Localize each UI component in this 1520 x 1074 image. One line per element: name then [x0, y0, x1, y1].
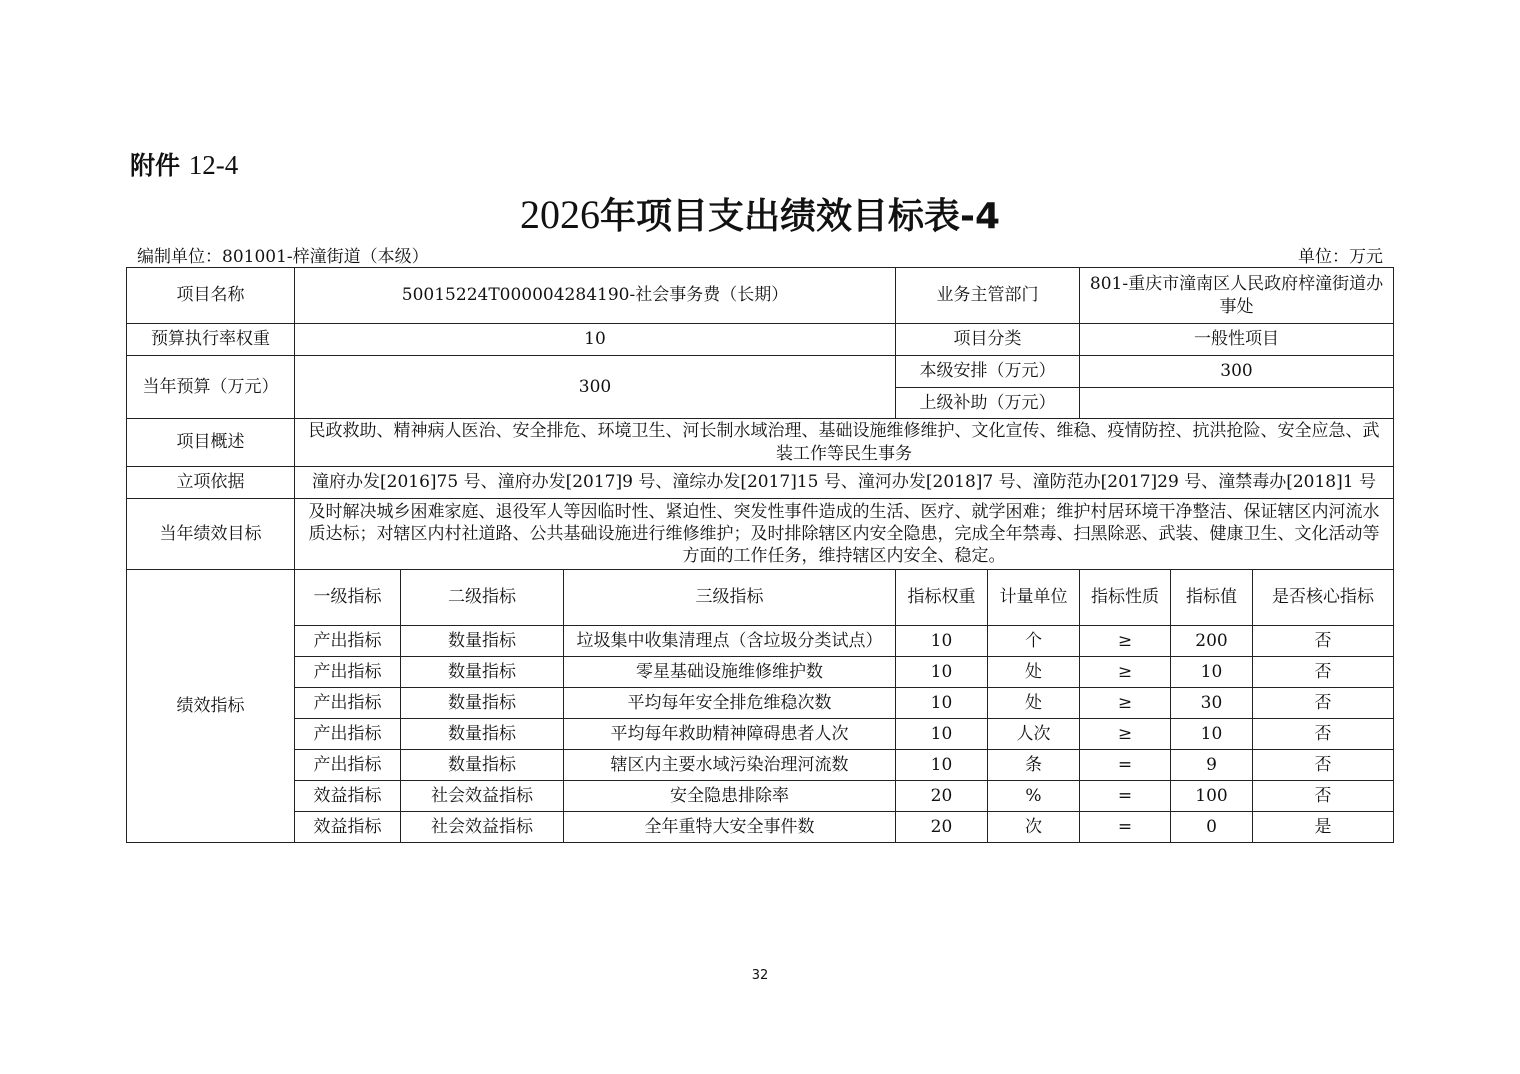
row-overview	[127, 419, 1394, 467]
cell-level2: 数量指标	[401, 626, 564, 657]
dept-value: 801-重庆市潼南区人民政府梓潼街道办事处	[1080, 268, 1394, 324]
table-row	[127, 657, 1394, 688]
indicator-header-row	[127, 570, 1394, 626]
cell-unit: 人次	[988, 719, 1080, 750]
indicators-section-label: 绩效指标	[127, 570, 295, 843]
attachment-number: 12-4	[188, 150, 239, 180]
row-budget	[127, 356, 1394, 388]
cell-level1: 产出指标	[295, 657, 401, 688]
cell-level3: 安全隐患排除率	[564, 781, 896, 812]
cell-unit: 处	[988, 688, 1080, 719]
budget-value: 300	[295, 356, 896, 419]
upper-label: 上级补助（万元）	[896, 388, 1080, 419]
basis-text: 潼府办发[2016]75 号、潼府办发[2017]9 号、潼综办发[2017]15 号、潼河办发[2018]7 号、潼防范办[2017]29 号、潼禁毒办[2018]1 号	[295, 467, 1394, 499]
cell-level3: 全年重特大安全事件数	[564, 812, 896, 843]
cell-level1: 产出指标	[295, 750, 401, 781]
header-value: 指标值	[1171, 570, 1253, 626]
local-label: 本级安排（万元）	[896, 356, 1080, 388]
table-row	[127, 750, 1394, 781]
cell-unit: %	[988, 781, 1080, 812]
attachment-label	[130, 146, 238, 182]
upper-value	[1080, 388, 1394, 419]
table-row	[127, 626, 1394, 657]
table-row	[127, 781, 1394, 812]
cell-level2: 社会效益指标	[401, 812, 564, 843]
cell-level3: 辖区内主要水域污染治理河流数	[564, 750, 896, 781]
cell-level2: 数量指标	[401, 719, 564, 750]
cell-nature: ≥	[1080, 657, 1171, 688]
page-number: 32	[751, 968, 769, 983]
table-row	[127, 719, 1394, 750]
row-weight	[127, 324, 1394, 356]
overview-label: 项目概述	[127, 419, 295, 467]
cell-level3: 零星基础设施维修维护数	[564, 657, 896, 688]
cell-level2: 数量指标	[401, 688, 564, 719]
cell-core: 是	[1253, 812, 1394, 843]
dept-label: 业务主管部门	[896, 268, 1080, 324]
cell-core: 否	[1253, 781, 1394, 812]
cell-value: 0	[1171, 812, 1253, 843]
goal-text: 及时解决城乡困难家庭、退役军人等因临时性、紧迫性、突发性事件造成的生活、医疗、就学困难；维护村居环境干净整洁、保证辖区内河流水质达标；对辖区内村社道路、公共基础设施进行维修维护；及时排除辖区内安全隐患，完成全年禁毒、扫黑除恶、武装、健康卫生、文化活动等方面的工作任务，维持辖区内安全、稳定。	[295, 499, 1394, 570]
cell-nature: ≥	[1080, 688, 1171, 719]
cell-level3: 平均每年救助精神障碍患者人次	[564, 719, 896, 750]
title-year: 2026	[520, 192, 600, 237]
cell-unit: 处	[988, 657, 1080, 688]
row-goal	[127, 499, 1394, 570]
cell-value: 10	[1171, 657, 1253, 688]
cell-weight: 10	[896, 626, 988, 657]
cell-level1: 效益指标	[295, 781, 401, 812]
cell-level2: 社会效益指标	[401, 781, 564, 812]
cell-nature: ≥	[1080, 719, 1171, 750]
cell-nature: ≥	[1080, 626, 1171, 657]
money-unit: 单位：万元	[1298, 247, 1383, 267]
cell-unit: 个	[988, 626, 1080, 657]
cell-level3: 垃圾集中收集清理点（含垃圾分类试点）	[564, 626, 896, 657]
category-label: 项目分类	[896, 324, 1080, 356]
cell-core: 否	[1253, 688, 1394, 719]
header-unit: 计量单位	[988, 570, 1080, 626]
header-level3: 三级指标	[564, 570, 896, 626]
category-value: 一般性项目	[1080, 324, 1394, 356]
cell-level2: 数量指标	[401, 750, 564, 781]
cell-value: 10	[1171, 719, 1253, 750]
local-value: 300	[1080, 356, 1394, 388]
overview-text: 民政救助、精神病人医治、安全排危、环境卫生、河长制水域治理、基础设施维修维护、文化宣传、维稳、疫情防控、抗洪抢险、安全应急、武装工作等民生事务	[295, 419, 1394, 467]
row-project-name	[127, 268, 1394, 324]
cell-core: 否	[1253, 750, 1394, 781]
cell-core: 否	[1253, 719, 1394, 750]
header-core: 是否核心指标	[1253, 570, 1394, 626]
performance-table	[126, 267, 1394, 843]
cell-unit: 次	[988, 812, 1080, 843]
weight-label: 预算执行率权重	[127, 324, 295, 356]
basis-label: 立项依据	[127, 467, 295, 499]
table-row	[127, 812, 1394, 843]
title-text: 年项目支出绩效目标表-4	[600, 196, 1000, 237]
weight-value: 10	[295, 324, 896, 356]
header-level1: 一级指标	[295, 570, 401, 626]
header-nature: 指标性质	[1080, 570, 1171, 626]
cell-unit: 条	[988, 750, 1080, 781]
header-level2: 二级指标	[401, 570, 564, 626]
cell-value: 100	[1171, 781, 1253, 812]
cell-core: 否	[1253, 657, 1394, 688]
header-weight: 指标权重	[896, 570, 988, 626]
cell-level1: 产出指标	[295, 626, 401, 657]
row-basis	[127, 467, 1394, 499]
cell-weight: 10	[896, 719, 988, 750]
cell-value: 9	[1171, 750, 1253, 781]
cell-value: 200	[1171, 626, 1253, 657]
table-row	[127, 688, 1394, 719]
goal-label: 当年绩效目标	[127, 499, 295, 570]
cell-nature: =	[1080, 812, 1171, 843]
cell-nature: =	[1080, 781, 1171, 812]
compiling-unit: 编制单位：801001-梓潼街道（本级）	[137, 247, 429, 267]
attachment-prefix: 附件	[130, 151, 181, 180]
cell-weight: 20	[896, 812, 988, 843]
project-name-label: 项目名称	[127, 268, 295, 324]
cell-weight: 10	[896, 750, 988, 781]
budget-label: 当年预算（万元）	[127, 356, 295, 419]
page-title	[0, 188, 1520, 239]
cell-nature: =	[1080, 750, 1171, 781]
cell-weight: 10	[896, 657, 988, 688]
cell-value: 30	[1171, 688, 1253, 719]
project-name-value: 50015224T000004284190-社会事务费（长期）	[295, 268, 896, 324]
cell-level1: 产出指标	[295, 719, 401, 750]
cell-level2: 数量指标	[401, 657, 564, 688]
cell-core: 否	[1253, 626, 1394, 657]
cell-level3: 平均每年安全排危维稳次数	[564, 688, 896, 719]
cell-level1: 产出指标	[295, 688, 401, 719]
cell-weight: 10	[896, 688, 988, 719]
cell-weight: 20	[896, 781, 988, 812]
cell-level1: 效益指标	[295, 812, 401, 843]
